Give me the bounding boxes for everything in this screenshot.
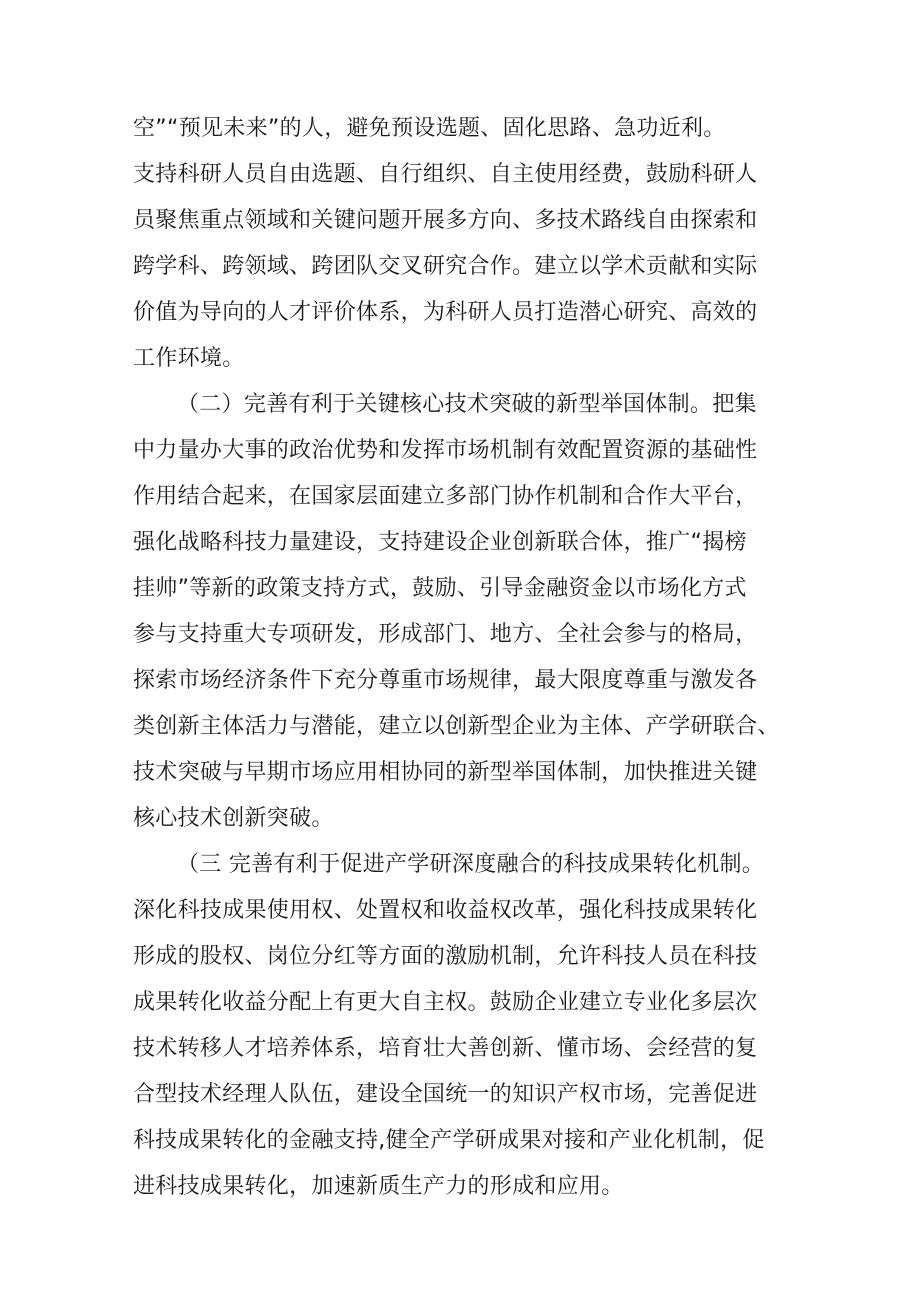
paragraph-section-two — [133, 382, 793, 842]
text-line: 合型技术经理人队伍，建设全国统一的知识产权市场，完善促进 — [133, 1082, 758, 1107]
text-line: 深化科技成果使用权、处置权和收益权改革，强化科技成果转化 — [133, 898, 758, 923]
text-line: 工作环境。 — [133, 346, 245, 371]
text-line: 支持科研人员自由选题、自行组织、自主使用经费，鼓励科研人 — [133, 162, 758, 187]
text-line: 跨学科、跨领域、跨团队交叉研究合作。建立以学术贡献和实际 — [133, 254, 758, 279]
text-line: 挂帅”等新的政策支持方式，鼓励、引导金融资金以市场化方式 — [133, 576, 747, 601]
text-line: 技术转移人才培养体系，培育壮大善创新、懂市场、会经营的复 — [133, 1036, 758, 1061]
text-line: 技术突破与早期市场应用相协同的新型举国体制，加快推进关键 — [133, 760, 758, 785]
text-line: 参与支持重大专项研发，形成部门、地方、全社会参与的格局， — [133, 622, 758, 647]
text-line-heading: （三 完善有利于促进产学研深度融合的科技成果转化机制。 — [177, 852, 765, 877]
text-line: 中力量办大事的政治优势和发挥市场机制有效配置资源的基础性 — [133, 438, 758, 463]
text-line: 员聚焦重点领域和关键问题开展多方向、多技术路线自由探索和 — [133, 208, 758, 233]
document-body — [133, 106, 793, 1210]
text-line: 空”“预见未来”的人，避免预设选题、固化思路、急功近利。 — [133, 116, 726, 141]
text-line: 成果转化收益分配上有更大自主权。鼓励企业建立专业化多层次 — [133, 990, 758, 1015]
text-line-heading: （二）完善有利于关键核心技术突破的新型举国体制。把集 — [177, 392, 757, 417]
text-line: 进科技成果转化，加速新质生产力的形成和应用。 — [133, 1174, 624, 1199]
text-line: 科技成果转化的金融支持,健全产学研成果对接和产业化机制，促 — [133, 1128, 765, 1153]
text-line: 类创新主体活力与潜能，建立以创新型企业为主体、产学研联合、 — [133, 714, 780, 739]
paragraph-continuation — [133, 106, 793, 382]
text-line: 探索市场经济条件下充分尊重市场规律，最大限度尊重与激发各 — [133, 668, 758, 693]
text-line: 核心技术创新突破。 — [133, 806, 334, 831]
paragraph-section-three — [133, 842, 793, 1210]
text-line: 强化战略科技力量建设，支持建设企业创新联合体，推广“揭榜 — [133, 530, 747, 555]
text-line: 作用结合起来，在国家层面建立多部门协作机制和合作大平台， — [133, 484, 758, 509]
text-line: 形成的股权、岗位分红等方面的激励机制，允许科技人员在科技 — [133, 944, 758, 969]
text-line: 价值为导向的人才评价体系，为科研人员打造潜心研究、高效的 — [133, 300, 758, 325]
